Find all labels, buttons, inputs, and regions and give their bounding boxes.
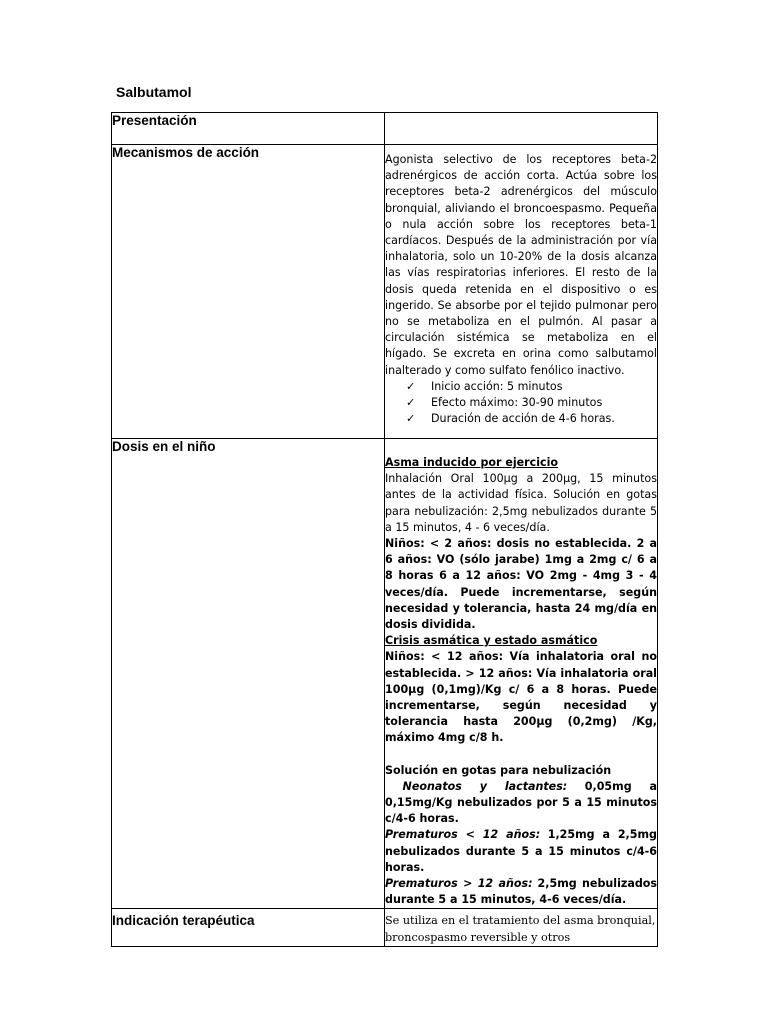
- label-indicacion: Indicación terapéutica: [112, 909, 385, 946]
- asma-ejercicio-heading: Asma inducido por ejercicio: [385, 456, 559, 469]
- row-mecanismo: [112, 145, 658, 439]
- value-mecanismo: [385, 145, 658, 439]
- label-presentacion: Presentación: [112, 113, 385, 145]
- document-title: Salbutamol: [116, 84, 192, 100]
- value-dosis: [385, 439, 658, 909]
- neonatos-label: Neonatos y lactantes:: [402, 779, 568, 793]
- nebulizacion-heading: Solución en gotas para nebulización: [385, 763, 612, 777]
- prematuros-gt12-label: Prematuros > 12 años:: [385, 877, 533, 891]
- check-item-text: Inicio acción: 5 minutos: [431, 379, 563, 393]
- label-mecanismo: Mecanismos de acción: [112, 145, 385, 439]
- prematuros-lt12-text: 1,25mg a 2,5mg nebulizados durante 5 a 15 minutos c/4-6 horas.: [385, 828, 657, 874]
- row-dosis: [112, 439, 658, 909]
- check-item-text: Duración de acción de 4-6 horas.: [431, 412, 615, 426]
- prematuros-gt12-text: 2,5mg nebulizados durante 5 a 15 minutos, 4-6 veces/día.: [385, 877, 658, 907]
- crisis-asmatica-text: Niños: < 12 años: Vía inhalatoria oral no establecida. > 12 años: Vía inhalatoria oral 100µg (0,1mg)/Kg c/ 6 a 8 horas. Puede incrementarse, según necesidad y tolerancia hasta 200µg (0,2mg) /Kg, máximo 4mg c/8 h.: [385, 650, 657, 745]
- neonatos-paragraph: [385, 779, 657, 828]
- label-dosis: Dosis en el niño: [112, 439, 385, 909]
- checkmark-icon: ✓: [406, 412, 416, 426]
- check-item: [406, 379, 657, 395]
- check-item: [406, 411, 657, 427]
- asma-ejercicio-text: Inhalación Oral 100µg a 200µg, 15 minutos antes de la actividad física. Solución en gotas para nebulización: 2,5mg nebulizados durante 5 a 15 minutos, 4 - 6 veces/día.: [385, 472, 657, 534]
- prematuros-gt12-paragraph: [385, 876, 657, 908]
- row-indicacion: [112, 909, 658, 946]
- neonatos-text: 0,05mg a 0,15mg/Kg nebulizados por 5 a 15 minutos c/4-6 horas.: [385, 779, 657, 826]
- check-item-text: Efecto máximo: 30-90 minutos: [431, 396, 603, 410]
- check-item: [406, 395, 657, 411]
- drug-info-table: [111, 112, 658, 947]
- prematuros-lt12-label: Prematuros < 12 años:: [385, 828, 541, 842]
- mecanismo-text: Agonista selectivo de los receptores beta-2 adrenérgicos de acción corta. Actúa sobre los receptores beta-2 adrenérgicos del músculo bronquial, aliviando el broncoespasmo. Pequeña o nula acción sobre los receptores beta-1 cardíacos. Después de la administración por vía inhalatoria, solo un 10-20% de la dosis alcanza las vías respiratorias inferiores. El resto de la dosis queda retenida en el dispositivo o es ingerido. Se absorbe por el tejido pulmonar pero no se metaboliza en el pulmón. Al pasar a circulación sistémica se metaboliza en el hígado. Se excreta en orina como salbutamol inalterado y como sulfato fenólico inactivo.: [385, 153, 657, 377]
- value-indicacion: Se utiliza en el tratamiento del asma bronquial, broncospasmo reversible y otros: [385, 909, 658, 946]
- row-presentacion: [112, 113, 658, 145]
- prematuros-lt12-paragraph: [385, 827, 657, 876]
- checkmark-icon: ✓: [406, 379, 416, 393]
- value-presentacion: [385, 113, 658, 145]
- crisis-asmatica-heading: Crisis asmática y estado asmático: [385, 634, 598, 648]
- checkmark-icon: ✓: [406, 396, 416, 410]
- ninos-dosis-text: Niños: < 2 años: dosis no establecida. 2 a 6 años: VO (sólo jarabe) 1mg a 2mg c/ 6 a 8 horas 6 a 12 años: VO 2mg - 4mg 3 - 4 veces/día. Puede incrementarse, según necesidad y tolerancia, hasta 24 mg/día en dosis dividida.: [385, 537, 657, 632]
- onset-checklist: [385, 379, 657, 428]
